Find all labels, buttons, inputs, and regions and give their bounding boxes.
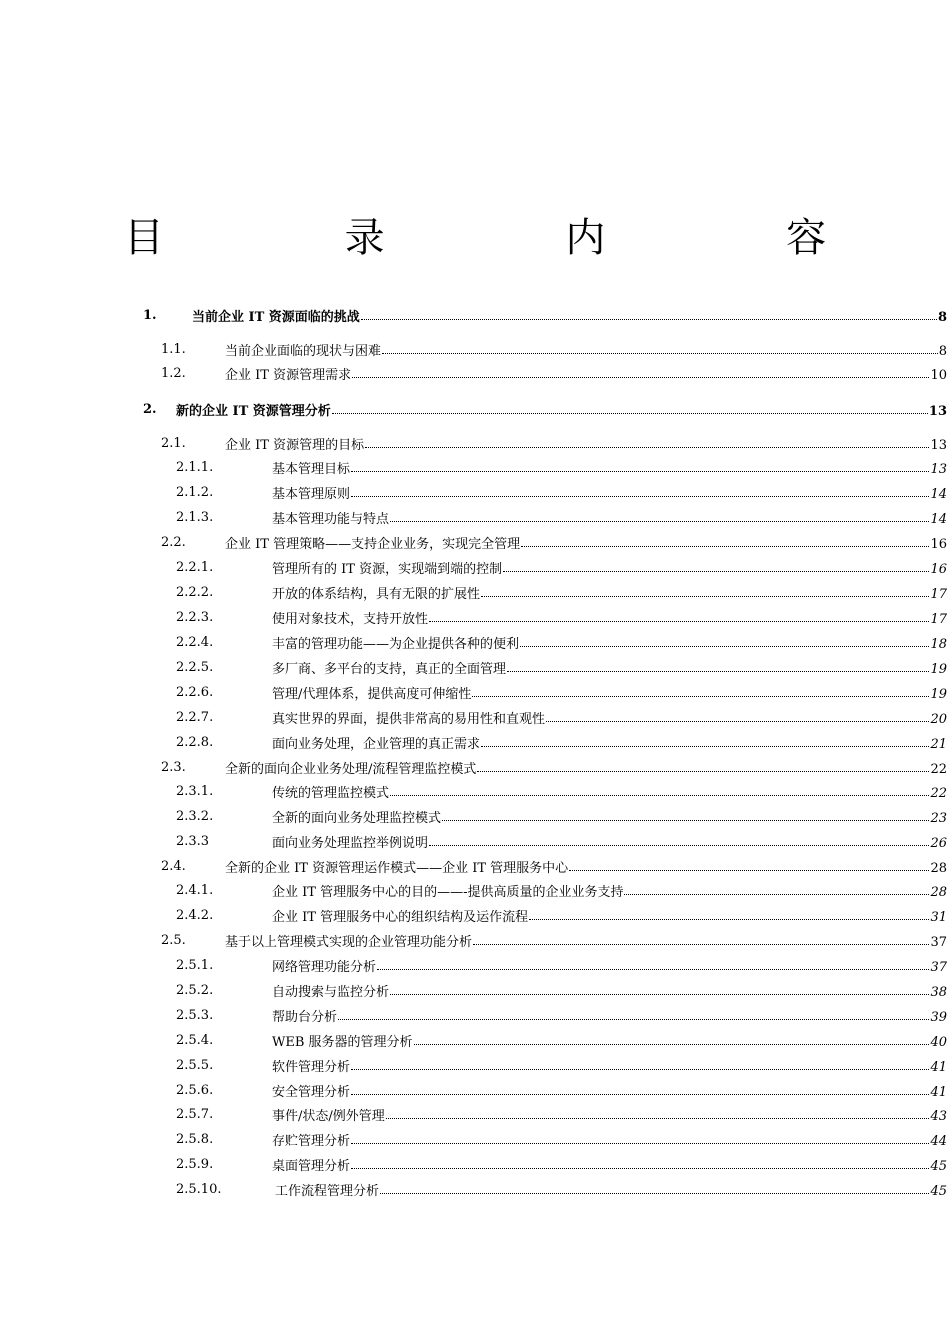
toc-entry[interactable] xyxy=(0,758,950,778)
toc-entry-number: 1. xyxy=(143,308,157,323)
toc-entry-body xyxy=(225,434,947,456)
toc-entry-title: 自动搜索与监控分析 xyxy=(272,985,390,1000)
toc-entry-page: 17 xyxy=(930,587,947,602)
toc-entry[interactable] xyxy=(0,1056,950,1076)
toc-entry-number: 2.5.8. xyxy=(176,1132,214,1147)
toc-entry-number: 2.5.4. xyxy=(176,1033,214,1048)
toc-entry-number: 2.2.8. xyxy=(176,735,214,750)
toc-entry-title: 传统的管理监控模式 xyxy=(272,786,390,801)
toc-entry-body xyxy=(272,683,947,705)
toc-entry-number: 2.3.1. xyxy=(176,784,214,799)
toc-entry-number: 2. xyxy=(143,402,157,417)
toc-leader-dots xyxy=(520,633,929,647)
toc-entry-body xyxy=(272,508,947,530)
toc-entry-number: 2.2.1. xyxy=(176,560,214,575)
toc-entry-page: 16 xyxy=(930,562,947,577)
toc-entry-title: 管理/代理体系，提供高度可伸缩性 xyxy=(272,687,472,702)
toc-entry-body xyxy=(176,400,947,422)
toc-leader-dots xyxy=(361,306,937,320)
toc-entry-page: 45 xyxy=(930,1159,947,1174)
toc-entry-page: 26 xyxy=(930,836,947,851)
toc-entry[interactable] xyxy=(0,558,950,578)
toc-entry-page: 22 xyxy=(930,786,947,801)
page-title: 目 录 内 容 xyxy=(123,214,911,261)
toc-entry-title: WEB 服务器的管理分析 xyxy=(272,1035,413,1050)
toc-leader-dots xyxy=(365,434,929,448)
toc-entry-page: 41 xyxy=(930,1085,947,1100)
toc-leader-dots xyxy=(351,1155,929,1169)
toc-leader-dots xyxy=(352,364,929,378)
toc-entry[interactable] xyxy=(0,683,950,703)
toc-leader-dots xyxy=(414,1031,930,1045)
toc-entry-number: 2.2.4. xyxy=(176,635,214,650)
toc-leader-dots xyxy=(338,1006,929,1020)
toc-entry[interactable] xyxy=(0,306,950,326)
toc-entry-title: 当前企业面临的现状与困难 xyxy=(225,344,382,359)
toc-entry[interactable] xyxy=(0,608,950,628)
toc-entry-number: 2.1. xyxy=(161,436,186,451)
toc-entry-title: 网络管理功能分析 xyxy=(272,960,377,975)
toc-entry-body xyxy=(272,1056,947,1078)
toc-entry[interactable] xyxy=(0,956,950,976)
toc-entry[interactable] xyxy=(0,400,950,420)
toc-entry-page: 43 xyxy=(930,1109,947,1124)
toc-entry-title: 基本管理目标 xyxy=(272,462,351,477)
toc-entry-body xyxy=(272,1081,947,1103)
toc-entry-page: 41 xyxy=(930,1060,947,1075)
toc-entry-number: 2.5.1. xyxy=(176,958,214,973)
toc-entry-body xyxy=(272,708,947,730)
toc-entry-page: 10 xyxy=(930,368,947,383)
toc-entry-title: 当前企业 IT 资源面临的挑战 xyxy=(192,310,360,325)
toc-entry-title: 事件/状态/例外管理 xyxy=(272,1109,385,1124)
toc-leader-dots xyxy=(390,782,929,796)
toc-leader-dots xyxy=(472,683,929,697)
toc-entry-number: 2.3.3 xyxy=(176,834,210,849)
toc-entry[interactable] xyxy=(0,434,950,454)
toc-entry[interactable] xyxy=(0,583,950,603)
toc-leader-dots xyxy=(390,981,929,995)
toc-entry-number: 2.4.1. xyxy=(176,883,214,898)
toc-leader-dots xyxy=(351,1081,929,1095)
toc-entry-page: 22 xyxy=(930,762,947,777)
toc-entry-title: 全新的企业 IT 资源管理运作模式——企业 IT 管理服务中心 xyxy=(225,861,569,876)
toc-entry-title: 真实世界的界面，提供非常高的易用性和直观性 xyxy=(272,712,546,727)
toc-entry-number: 2.2.3. xyxy=(176,610,214,625)
toc-entry[interactable] xyxy=(0,1006,950,1026)
toc-entry-body xyxy=(272,658,947,680)
toc-entry-body xyxy=(272,956,947,978)
toc-entry[interactable] xyxy=(0,1031,950,1051)
toc-leader-dots xyxy=(481,733,929,747)
toc-entry-title: 桌面管理分析 xyxy=(272,1159,351,1174)
toc-entry[interactable] xyxy=(0,483,950,503)
toc-leader-dots xyxy=(351,483,929,497)
toc-entry-number: 2.5.3. xyxy=(176,1008,214,1023)
toc-entry-title: 开放的体系结构，具有无限的扩展性 xyxy=(272,587,481,602)
toc-leader-dots xyxy=(429,608,929,622)
toc-leader-dots xyxy=(442,807,929,821)
toc-entry-title: 基本管理原则 xyxy=(272,487,351,502)
toc-entry-body xyxy=(225,857,947,879)
toc-entry[interactable] xyxy=(0,1130,950,1150)
toc-entry-title: 企业 IT 管理服务中心的目的——-提供高质量的企业业务支持 xyxy=(272,885,624,900)
toc-entry[interactable] xyxy=(0,807,950,827)
toc-entry-number: 2.4. xyxy=(161,859,186,874)
toc-entry-number: 2.5.10. xyxy=(176,1182,222,1197)
toc-entry-number: 1.1. xyxy=(161,342,186,357)
toc-entry-title: 工作流程管理分析 xyxy=(275,1184,380,1199)
toc-entry-body xyxy=(272,608,947,630)
toc-entry-number: 2.5.5. xyxy=(176,1058,214,1073)
toc-entry-body xyxy=(272,733,947,755)
toc-entry-body xyxy=(272,583,947,605)
toc-entry-title: 基于以上管理模式实现的企业管理功能分析 xyxy=(225,935,473,950)
toc-entry-title: 面向业务处理，企业管理的真正需求 xyxy=(272,737,481,752)
toc-entry-page: 17 xyxy=(930,612,947,627)
toc-entry-number: 2.5. xyxy=(161,933,186,948)
toc-entry-title: 面向业务处理监控举例说明 xyxy=(272,836,429,851)
toc-entry-page: 38 xyxy=(930,985,947,1000)
toc-entry[interactable] xyxy=(0,708,950,728)
toc-entry[interactable] xyxy=(0,658,950,678)
toc-entry-number: 2.1.1. xyxy=(176,460,214,475)
toc-entry[interactable] xyxy=(0,1105,950,1125)
toc-entry[interactable] xyxy=(0,931,950,951)
toc-entry[interactable] xyxy=(0,364,950,384)
toc-entry-page: 13 xyxy=(930,438,947,453)
toc-entry-title: 存贮管理分析 xyxy=(272,1134,351,1149)
toc-entry-number: 2.4.2. xyxy=(176,908,214,923)
toc-entry-title: 多厂商、多平台的支持，真正的全面管理 xyxy=(272,662,507,677)
toc-entry-body xyxy=(225,533,947,555)
toc-entry-page: 45 xyxy=(930,1184,947,1199)
toc-entry-title: 安全管理分析 xyxy=(272,1085,351,1100)
toc-entry-body xyxy=(272,906,947,928)
toc-entry-page: 23 xyxy=(930,811,947,826)
toc-entry[interactable] xyxy=(0,733,950,753)
toc-entry-body xyxy=(225,758,947,780)
toc-entry[interactable] xyxy=(0,633,950,653)
toc-entry[interactable] xyxy=(0,340,950,360)
toc-leader-dots xyxy=(477,758,929,772)
toc-entry-page: 16 xyxy=(930,537,947,552)
toc-leader-dots xyxy=(386,1105,930,1119)
toc-entry-number: 2.2.2. xyxy=(176,585,214,600)
toc-entry-body xyxy=(225,340,947,362)
toc-entry-page: 14 xyxy=(930,512,947,527)
toc-entry-number: 2.1.3. xyxy=(176,510,214,525)
toc-entry-body xyxy=(272,1155,947,1177)
toc-entry-body xyxy=(272,1130,947,1152)
toc-leader-dots xyxy=(351,458,929,472)
toc-entry-number: 2.1.2. xyxy=(176,485,214,500)
toc-entry-title: 全新的面向企业业务处理/流程管理监控模式 xyxy=(225,762,477,777)
toc-entry-title: 企业 IT 资源管理需求 xyxy=(225,368,352,383)
toc-leader-dots xyxy=(569,857,929,871)
toc-entry-body xyxy=(272,807,947,829)
toc-leader-dots xyxy=(382,340,938,354)
toc-entry-number: 2.5.2. xyxy=(176,983,214,998)
toc-entry-body xyxy=(192,306,947,328)
toc-entry[interactable] xyxy=(0,881,950,901)
toc-entry-body xyxy=(272,881,947,903)
toc-leader-dots xyxy=(377,956,929,970)
toc-entry[interactable] xyxy=(0,981,950,1001)
toc-entry-title: 企业 IT 管理策略——支持企业业务，实现完全管理 xyxy=(225,537,521,552)
toc-entry-page: 31 xyxy=(930,910,947,925)
toc-entry-body xyxy=(275,1180,947,1202)
toc-entry-number: 1.2. xyxy=(161,366,186,381)
toc-entry-number: 2.2.7. xyxy=(176,710,214,725)
toc-entry-number: 2.2.5. xyxy=(176,660,214,675)
toc-leader-dots xyxy=(351,1056,929,1070)
toc-leader-dots xyxy=(521,533,929,547)
toc-entry-page: 19 xyxy=(930,662,947,677)
toc-entry-page: 14 xyxy=(930,487,947,502)
toc-entry-title: 使用对象技术，支持开放性 xyxy=(272,612,429,627)
toc-entry[interactable] xyxy=(0,1081,950,1101)
toc-leader-dots xyxy=(624,881,929,895)
toc-entry-page: 44 xyxy=(930,1134,947,1149)
toc-entry[interactable] xyxy=(0,458,950,478)
toc-entry-page: 8 xyxy=(937,310,947,325)
toc-entry-page: 19 xyxy=(930,687,947,702)
toc-entry-title: 企业 IT 资源管理的目标 xyxy=(225,438,365,453)
toc-entry-number: 2.3. xyxy=(161,760,186,775)
toc-entry-title: 企业 IT 管理服务中心的组织结构及运作流程 xyxy=(272,910,529,925)
toc-entry-body xyxy=(225,931,947,953)
toc-entry-title: 全新的面向业务处理监控模式 xyxy=(272,811,442,826)
toc-entry-page: 20 xyxy=(930,712,947,727)
toc-entry[interactable] xyxy=(0,906,950,926)
toc-entry-title: 帮助台分析 xyxy=(272,1010,338,1025)
toc-entry-page: 28 xyxy=(930,861,947,876)
toc-entry-body xyxy=(272,832,947,854)
toc-entry-body xyxy=(272,1006,947,1028)
toc-leader-dots xyxy=(529,906,929,920)
toc-entry-body xyxy=(225,364,947,386)
toc-leader-dots xyxy=(473,931,929,945)
toc-entry-page: 21 xyxy=(930,737,947,752)
toc-leader-dots xyxy=(390,508,929,522)
toc-leader-dots xyxy=(429,832,929,846)
toc-entry-page: 39 xyxy=(930,1010,947,1025)
toc-leader-dots xyxy=(546,708,929,722)
toc-leader-dots xyxy=(481,583,929,597)
toc-entry-body xyxy=(272,1031,947,1053)
toc-entry[interactable] xyxy=(0,832,950,852)
toc-entry-page: 37 xyxy=(930,960,947,975)
toc-entry-body xyxy=(272,981,947,1003)
toc-entry-page: 18 xyxy=(930,637,947,652)
toc-leader-dots xyxy=(507,658,929,672)
toc-entry-body xyxy=(272,458,947,480)
toc-entry-body xyxy=(272,483,947,505)
toc-entry[interactable] xyxy=(0,533,950,553)
toc-entry-body xyxy=(272,633,947,655)
toc-entry-number: 2.2. xyxy=(161,535,186,550)
toc-entry[interactable] xyxy=(0,1180,950,1200)
toc-entry-number: 2.5.7. xyxy=(176,1107,214,1122)
toc-entry-number: 2.3.2. xyxy=(176,809,214,824)
toc-entry-page: 13 xyxy=(930,462,947,477)
toc-entry-title: 管理所有的 IT 资源，实现端到端的控制 xyxy=(272,562,503,577)
toc-entry-number: 2.5.9. xyxy=(176,1157,214,1172)
toc-leader-dots xyxy=(503,558,929,572)
toc-entry-page: 13 xyxy=(928,404,947,419)
toc-leader-dots xyxy=(380,1180,929,1194)
toc-entry-page: 8 xyxy=(938,344,947,359)
toc-entry-body xyxy=(272,1105,947,1127)
toc-entry[interactable] xyxy=(0,508,950,528)
toc-entry-title: 基本管理功能与特点 xyxy=(272,512,390,527)
toc-entry-body xyxy=(272,782,947,804)
toc-entry-number: 2.2.6. xyxy=(176,685,214,700)
toc-entry-body xyxy=(272,558,947,580)
toc-entry-page: 28 xyxy=(930,885,947,900)
toc-entry[interactable] xyxy=(0,1155,950,1175)
toc-entry[interactable] xyxy=(0,857,950,877)
toc-entry-page: 40 xyxy=(930,1035,947,1050)
toc-entry[interactable] xyxy=(0,782,950,802)
toc-leader-dots xyxy=(332,400,928,414)
toc-entry-title: 软件管理分析 xyxy=(272,1060,351,1075)
toc-entry-page: 37 xyxy=(930,935,947,950)
toc-entry-number: 2.5.6. xyxy=(176,1083,214,1098)
toc-entry-title: 新的企业 IT 资源管理分析 xyxy=(176,404,331,419)
toc-leader-dots xyxy=(351,1130,929,1144)
toc-entry-title: 丰富的管理功能——为企业提供各种的便利 xyxy=(272,637,520,652)
